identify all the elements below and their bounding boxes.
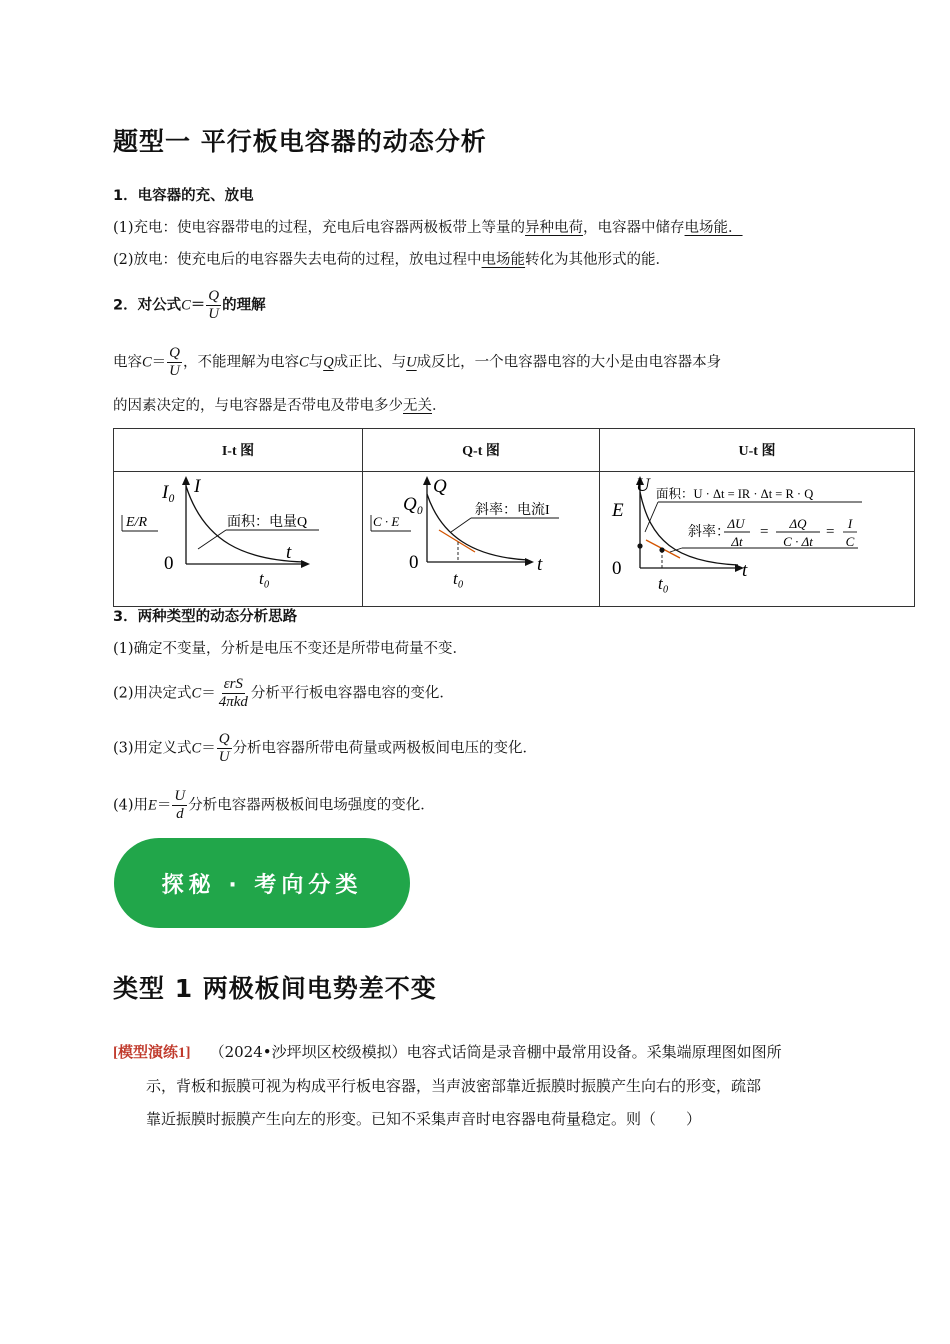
origin-label: 0	[164, 553, 174, 574]
ce-label: C · E	[373, 514, 400, 529]
discharge-line: (2)放电：使充电后的电容器失去电荷的过程，放电过程中电场能转化为其他形式的能．	[113, 252, 671, 268]
eq-2: =	[826, 524, 835, 540]
i-t-graph	[114, 472, 362, 602]
u-t-graph	[600, 472, 914, 602]
section-1-heading: 1．电容器的充、放电	[113, 188, 254, 204]
header-q-t: Q-t 图	[363, 429, 600, 472]
dt-den: Δt	[731, 534, 743, 549]
explore-banner: 探秘 · 考向分类	[114, 838, 410, 928]
q-t-graph-cell	[363, 472, 600, 607]
du-num: ΔU	[727, 516, 745, 531]
c-den: C	[845, 534, 855, 549]
analysis-step-1: (1)确定不变量，分析是电压不变还是所带电荷量不变．	[113, 641, 468, 657]
q-axis-label: Q	[433, 476, 447, 497]
t-axis-label: t	[537, 554, 543, 575]
model-exercise-1: [模型演练1] （2024•沙坪坝区校级模拟）电容式话筒是录音棚中最常用设备。采集端原理图如图所 示，背板和振膜可视为构成平行板电容器，当声波密部靠近振膜时振膜产生向右的形变，疏部 靠近振膜时振膜产生向左的形变。已知不采集声音时电容器电荷量稳定。则（ ）	[113, 1043, 782, 1128]
formula-explain-line-2: 的因素决定的，与电容器是否带电及带电多少无关．	[113, 398, 447, 414]
slope-note: 斜率：电流I	[475, 503, 550, 518]
area-note: 面积：电量Q	[227, 515, 308, 530]
graph-table	[113, 428, 915, 607]
eq-1: =	[760, 524, 769, 540]
page-title: 题型一 平行板电容器的动态分析	[113, 127, 487, 156]
section-3-heading: 3．两种类型的动态分析思路	[113, 609, 298, 625]
section-2-heading: 2．对公式C＝ $\frac{Q}{U}$ 的理解	[113, 288, 266, 322]
i0-label: I₀	[162, 482, 175, 503]
analysis-step-4: (4)用E＝ $\frac{U}{d}$ 分析电容器两极板间电场强度的变化．	[113, 788, 435, 822]
t0-label: t₀	[453, 569, 464, 588]
u-axis-label: U	[636, 475, 650, 496]
t0-label: t₀	[658, 574, 669, 593]
t-axis-label: t	[742, 560, 748, 581]
cdt-den: C · Δt	[783, 534, 813, 549]
area-note: 面积：U · Δt = IR · Δt = R · Q	[656, 487, 814, 501]
i-axis-label: I	[194, 476, 201, 497]
charge-line: (1)充电：使电容器带电的过程，充电后电容器两极板带上等量的异种电荷，电容器中储存电场能．	[113, 220, 743, 236]
i-t-graph-cell	[114, 472, 363, 607]
e-over-r-label: E/R	[126, 515, 147, 530]
slope-label: 斜率：	[688, 525, 730, 540]
e-label: E	[612, 500, 624, 521]
t-axis-label: t	[286, 542, 292, 563]
origin-label: 0	[612, 558, 622, 579]
analysis-step-2: (2)用决定式C＝ $\frac{\text{εrS}}{\text{4πkd}}$ 分析平行板电容器电容的变化．	[113, 676, 454, 710]
exercise-tag: [模型演练1]	[113, 1045, 191, 1061]
u-t-graph-cell	[600, 472, 915, 607]
q-t-graph	[363, 472, 599, 602]
analysis-step-3: (3)用定义式C＝ $\frac{Q}{U}$ 分析电容器所带电荷量或两极板间电压的变化．	[113, 731, 538, 765]
header-i-t: I-t 图	[114, 429, 363, 472]
i-num: I	[847, 516, 853, 531]
dq-num: ΔQ	[789, 516, 807, 531]
q0-label: Q₀	[403, 494, 424, 515]
formula-explain-line-1: 电容C＝ $\frac{Q}{U}$ ，不能理解为电容C与Q成正比、与U成反比，一个电容器电容的大小是由电容器本身	[113, 345, 722, 379]
header-u-t: U-t 图	[600, 429, 915, 472]
type-1-heading: 类型 1 两极板间电势差不变	[113, 974, 437, 1003]
t0-label: t₀	[259, 569, 270, 588]
origin-label: 0	[409, 552, 419, 573]
